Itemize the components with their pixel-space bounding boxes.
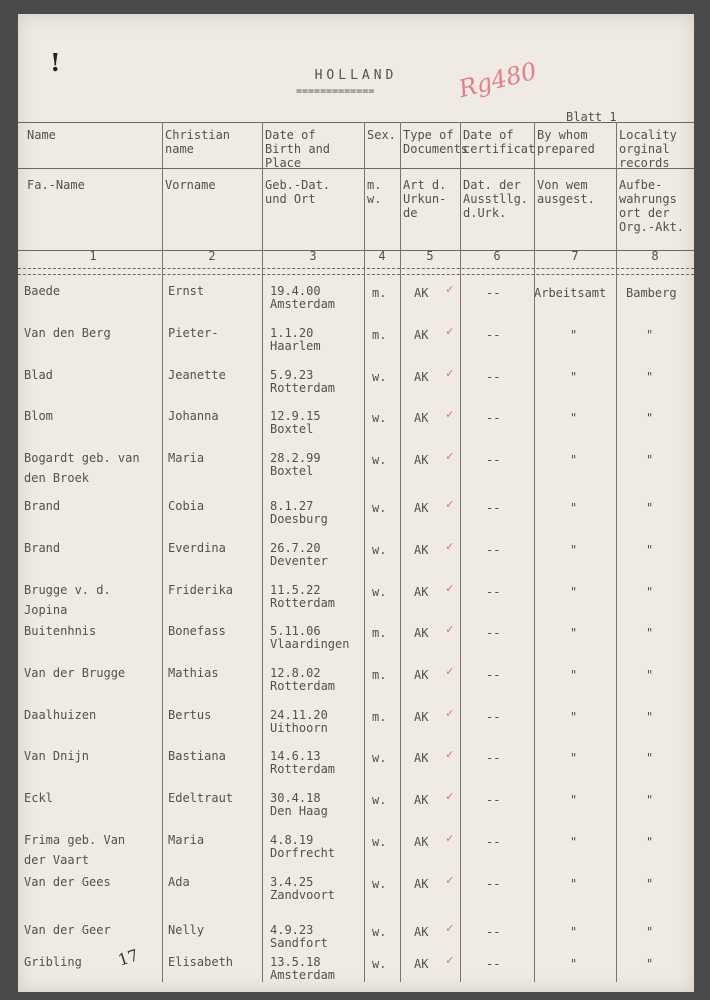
surname-continued: der Vaart bbox=[24, 853, 90, 867]
document-type: AK bbox=[414, 585, 429, 599]
record-locality: " bbox=[646, 957, 654, 971]
document-page bbox=[18, 14, 694, 992]
first-name: Edeltraut bbox=[168, 791, 234, 805]
record-locality: " bbox=[646, 626, 654, 640]
surname: Van der Geer bbox=[24, 923, 111, 937]
first-name: Elisabeth bbox=[168, 955, 234, 969]
sex: w. bbox=[372, 453, 387, 467]
document-type: AK bbox=[414, 626, 429, 640]
prepared-by: Arbeitsamt bbox=[534, 286, 607, 300]
check-mark-icon: ✓ bbox=[446, 921, 454, 935]
sex: w. bbox=[372, 925, 387, 939]
birth-place: Amsterdam bbox=[270, 297, 336, 311]
birth-place: Vlaardingen bbox=[270, 637, 350, 651]
birth-date: 4.8.19 bbox=[270, 833, 314, 847]
table-row bbox=[18, 791, 694, 831]
table-rule bbox=[18, 122, 694, 123]
first-name: Jeanette bbox=[168, 368, 226, 382]
record-locality: " bbox=[646, 835, 654, 849]
certificate-date: -- bbox=[486, 957, 501, 971]
first-name: Maria bbox=[168, 833, 205, 847]
sex: w. bbox=[372, 793, 387, 807]
column-header-en: Date of certificat bbox=[463, 128, 536, 156]
record-locality: " bbox=[646, 370, 654, 384]
sex: w. bbox=[372, 877, 387, 891]
birth-place: Rotterdam bbox=[270, 762, 336, 776]
birth-date: 24.11.20 bbox=[270, 708, 328, 722]
document-type: AK bbox=[414, 453, 429, 467]
prepared-by: " bbox=[570, 585, 578, 599]
table-row bbox=[18, 666, 694, 706]
column-header-en: Sex. bbox=[367, 128, 396, 142]
column-header-de: Geb.-Dat. und Ort bbox=[265, 178, 331, 206]
birth-date: 26.7.20 bbox=[270, 541, 321, 555]
column-header-en: Christian name bbox=[165, 128, 231, 156]
record-locality: " bbox=[646, 751, 654, 765]
prepared-by: " bbox=[570, 543, 578, 557]
prepared-by: " bbox=[570, 626, 578, 640]
birth-date: 13.5.18 bbox=[270, 955, 321, 969]
table-row bbox=[18, 499, 694, 539]
page-title: HOLLAND bbox=[314, 68, 398, 83]
birth-place: Amsterdam bbox=[270, 968, 336, 982]
birth-date: 11.5.22 bbox=[270, 583, 321, 597]
check-mark-icon: ✓ bbox=[446, 831, 454, 845]
first-name: Bonefass bbox=[168, 624, 226, 638]
column-number: 4 bbox=[378, 249, 386, 263]
column-number: 3 bbox=[309, 249, 317, 263]
surname: Blom bbox=[24, 409, 53, 423]
birth-date: 12.9.15 bbox=[270, 409, 321, 423]
birth-place: Haarlem bbox=[270, 339, 321, 353]
record-locality: " bbox=[646, 877, 654, 891]
prepared-by: " bbox=[570, 957, 578, 971]
surname: Daalhuizen bbox=[24, 708, 97, 722]
birth-place: Rotterdam bbox=[270, 381, 336, 395]
sex: m. bbox=[372, 710, 387, 724]
surname: Van der Gees bbox=[24, 875, 111, 889]
check-mark-icon: ✓ bbox=[446, 366, 454, 380]
column-number: 6 bbox=[493, 249, 501, 263]
surname: Van der Brugge bbox=[24, 666, 126, 680]
record-locality: " bbox=[646, 925, 654, 939]
birth-date: 30.4.18 bbox=[270, 791, 321, 805]
table-row bbox=[18, 541, 694, 581]
sex: w. bbox=[372, 957, 387, 971]
table-row bbox=[18, 326, 694, 366]
first-name: Bastiana bbox=[168, 749, 226, 763]
check-mark-icon: ✓ bbox=[446, 706, 454, 720]
column-header-de: Art d. Urkun- de bbox=[403, 178, 447, 220]
prepared-by: " bbox=[570, 668, 578, 682]
check-mark-icon: ✓ bbox=[446, 953, 454, 967]
table-row bbox=[18, 409, 694, 449]
document-type: AK bbox=[414, 835, 429, 849]
margin-mark: ! bbox=[50, 48, 61, 77]
certificate-date: -- bbox=[486, 585, 501, 599]
surname: Buitenhnis bbox=[24, 624, 97, 638]
certificate-date: -- bbox=[486, 668, 501, 682]
sex: w. bbox=[372, 411, 387, 425]
table-row bbox=[18, 749, 694, 789]
first-name: Ada bbox=[168, 875, 190, 889]
column-header-en: Date of Birth and Place bbox=[265, 128, 331, 170]
birth-place: Doesburg bbox=[270, 512, 328, 526]
first-name: Ernst bbox=[168, 284, 205, 298]
sex: w. bbox=[372, 370, 387, 384]
document-type: AK bbox=[414, 543, 429, 557]
birth-place: Sandfort bbox=[270, 936, 328, 950]
birth-date: 28.2.99 bbox=[270, 451, 321, 465]
record-locality: " bbox=[646, 668, 654, 682]
certificate-date: -- bbox=[486, 328, 501, 342]
record-locality: " bbox=[646, 585, 654, 599]
record-locality: " bbox=[646, 501, 654, 515]
sex: w. bbox=[372, 501, 387, 515]
table-row bbox=[18, 284, 694, 324]
birth-place: Boxtel bbox=[270, 422, 314, 436]
certificate-date: -- bbox=[486, 835, 501, 849]
record-locality: " bbox=[646, 543, 654, 557]
document-type: AK bbox=[414, 751, 429, 765]
column-header-en: Locality orginal records bbox=[619, 128, 677, 170]
first-name: Everdina bbox=[168, 541, 226, 555]
certificate-date: -- bbox=[486, 453, 501, 467]
prepared-by: " bbox=[570, 710, 578, 724]
certificate-date: -- bbox=[486, 286, 501, 300]
table-row bbox=[18, 624, 694, 664]
sex: w. bbox=[372, 585, 387, 599]
document-type: AK bbox=[414, 710, 429, 724]
first-name: Nelly bbox=[168, 923, 205, 937]
record-locality: " bbox=[646, 411, 654, 425]
handwritten-stamp: Rg480 bbox=[455, 56, 540, 104]
birth-date: 14.6.13 bbox=[270, 749, 321, 763]
table-rule bbox=[18, 274, 694, 275]
prepared-by: " bbox=[570, 370, 578, 384]
prepared-by: " bbox=[570, 877, 578, 891]
column-number: 2 bbox=[208, 249, 216, 263]
check-mark-icon: ✓ bbox=[446, 407, 454, 421]
check-mark-icon: ✓ bbox=[446, 664, 454, 678]
birth-place: Zandvoort bbox=[270, 888, 336, 902]
check-mark-icon: ✓ bbox=[446, 789, 454, 803]
document-type: AK bbox=[414, 957, 429, 971]
certificate-date: -- bbox=[486, 543, 501, 557]
first-name: Maria bbox=[168, 451, 205, 465]
check-mark-icon: ✓ bbox=[446, 747, 454, 761]
table-row bbox=[18, 368, 694, 408]
table-row bbox=[18, 833, 694, 873]
document-type: AK bbox=[414, 328, 429, 342]
surname: Van Dnijn bbox=[24, 749, 90, 763]
birth-date: 5.9.23 bbox=[270, 368, 314, 382]
column-header-en: Type of Documents bbox=[403, 128, 469, 156]
surname: Van den Berg bbox=[24, 326, 111, 340]
surname: Brand bbox=[24, 541, 61, 555]
birth-place: Dorfrecht bbox=[270, 846, 336, 860]
first-name: Cobia bbox=[168, 499, 205, 513]
check-mark-icon: ✓ bbox=[446, 324, 454, 338]
check-mark-icon: ✓ bbox=[446, 622, 454, 636]
certificate-date: -- bbox=[486, 370, 501, 384]
surname: Eckl bbox=[24, 791, 53, 805]
surname-continued: den Broek bbox=[24, 471, 90, 485]
first-name: Friderika bbox=[168, 583, 234, 597]
column-number: 1 bbox=[89, 249, 97, 263]
prepared-by: " bbox=[570, 328, 578, 342]
birth-date: 12.8.02 bbox=[270, 666, 321, 680]
record-locality: " bbox=[646, 328, 654, 342]
birth-place: Rotterdam bbox=[270, 596, 336, 610]
table-row bbox=[18, 875, 694, 915]
birth-place: Uithoorn bbox=[270, 721, 328, 735]
column-header-de: Von wem ausgest. bbox=[537, 178, 595, 206]
prepared-by: " bbox=[570, 751, 578, 765]
certificate-date: -- bbox=[486, 501, 501, 515]
certificate-date: -- bbox=[486, 710, 501, 724]
sex: m. bbox=[372, 626, 387, 640]
birth-date: 19.4.00 bbox=[270, 284, 321, 298]
surname-continued: Jopina bbox=[24, 603, 68, 617]
signature-mark: 17 bbox=[115, 945, 141, 970]
birth-date: 4.9.23 bbox=[270, 923, 314, 937]
check-mark-icon: ✓ bbox=[446, 873, 454, 887]
birth-date: 3.4.25 bbox=[270, 875, 314, 889]
document-type: AK bbox=[414, 411, 429, 425]
birth-place: Rotterdam bbox=[270, 679, 336, 693]
certificate-date: -- bbox=[486, 751, 501, 765]
first-name: Pieter- bbox=[168, 326, 219, 340]
birth-date: 5.11.06 bbox=[270, 624, 321, 638]
check-mark-icon: ✓ bbox=[446, 539, 454, 553]
surname: Brand bbox=[24, 499, 61, 513]
surname: Gribling bbox=[24, 955, 82, 969]
birth-place: Den Haag bbox=[270, 804, 328, 818]
table-row bbox=[18, 583, 694, 623]
document-type: AK bbox=[414, 370, 429, 384]
sex: m. bbox=[372, 668, 387, 682]
table-row bbox=[18, 451, 694, 491]
record-locality: " bbox=[646, 793, 654, 807]
check-mark-icon: ✓ bbox=[446, 581, 454, 595]
first-name: Bertus bbox=[168, 708, 212, 722]
document-type: AK bbox=[414, 501, 429, 515]
document-type: AK bbox=[414, 668, 429, 682]
table-rule bbox=[18, 268, 694, 269]
check-mark-icon: ✓ bbox=[446, 497, 454, 511]
column-header-de: Aufbe- wahrungs ort der Org.-Akt. bbox=[619, 178, 685, 234]
first-name: Johanna bbox=[168, 409, 219, 423]
sex: w. bbox=[372, 543, 387, 557]
prepared-by: " bbox=[570, 411, 578, 425]
certificate-date: -- bbox=[486, 411, 501, 425]
prepared-by: " bbox=[570, 835, 578, 849]
sex: w. bbox=[372, 751, 387, 765]
certificate-date: -- bbox=[486, 877, 501, 891]
title-underline: ============= bbox=[296, 86, 375, 97]
column-header-en: Name bbox=[27, 128, 56, 142]
prepared-by: " bbox=[570, 793, 578, 807]
check-mark-icon: ✓ bbox=[446, 282, 454, 296]
birth-place: Deventer bbox=[270, 554, 328, 568]
column-number: 5 bbox=[426, 249, 434, 263]
certificate-date: -- bbox=[486, 626, 501, 640]
column-header-de: Vorname bbox=[165, 178, 216, 192]
check-mark-icon: ✓ bbox=[446, 449, 454, 463]
column-number: 7 bbox=[571, 249, 579, 263]
column-header-de: Fa.-Name bbox=[27, 178, 85, 192]
surname: Frima geb. Van bbox=[24, 833, 126, 847]
certificate-date: -- bbox=[486, 793, 501, 807]
birth-place: Boxtel bbox=[270, 464, 314, 478]
prepared-by: " bbox=[570, 925, 578, 939]
column-header-de: m. w. bbox=[367, 178, 382, 206]
certificate-date: -- bbox=[486, 925, 501, 939]
document-type: AK bbox=[414, 793, 429, 807]
surname: Brugge v. d. bbox=[24, 583, 111, 597]
column-header-en: By whom prepared bbox=[537, 128, 595, 156]
surname: Blad bbox=[24, 368, 53, 382]
first-name: Mathias bbox=[168, 666, 219, 680]
sex: m. bbox=[372, 328, 387, 342]
record-locality: " bbox=[646, 710, 654, 724]
surname: Bogardt geb. van bbox=[24, 451, 140, 465]
prepared-by: " bbox=[570, 501, 578, 515]
table-row bbox=[18, 708, 694, 748]
sheet-number: Blatt 1 bbox=[566, 110, 617, 124]
document-type: AK bbox=[414, 286, 429, 300]
column-header-de: Dat. der Ausstllg. d.Urk. bbox=[463, 178, 529, 220]
sex: w. bbox=[372, 835, 387, 849]
surname: Baede bbox=[24, 284, 61, 298]
column-number: 8 bbox=[651, 249, 659, 263]
birth-date: 8.1.27 bbox=[270, 499, 314, 513]
sex: m. bbox=[372, 286, 387, 300]
document-type: AK bbox=[414, 925, 429, 939]
prepared-by: " bbox=[570, 453, 578, 467]
document-type: AK bbox=[414, 877, 429, 891]
record-locality: Bamberg bbox=[626, 286, 677, 300]
record-locality: " bbox=[646, 453, 654, 467]
birth-date: 1.1.20 bbox=[270, 326, 314, 340]
